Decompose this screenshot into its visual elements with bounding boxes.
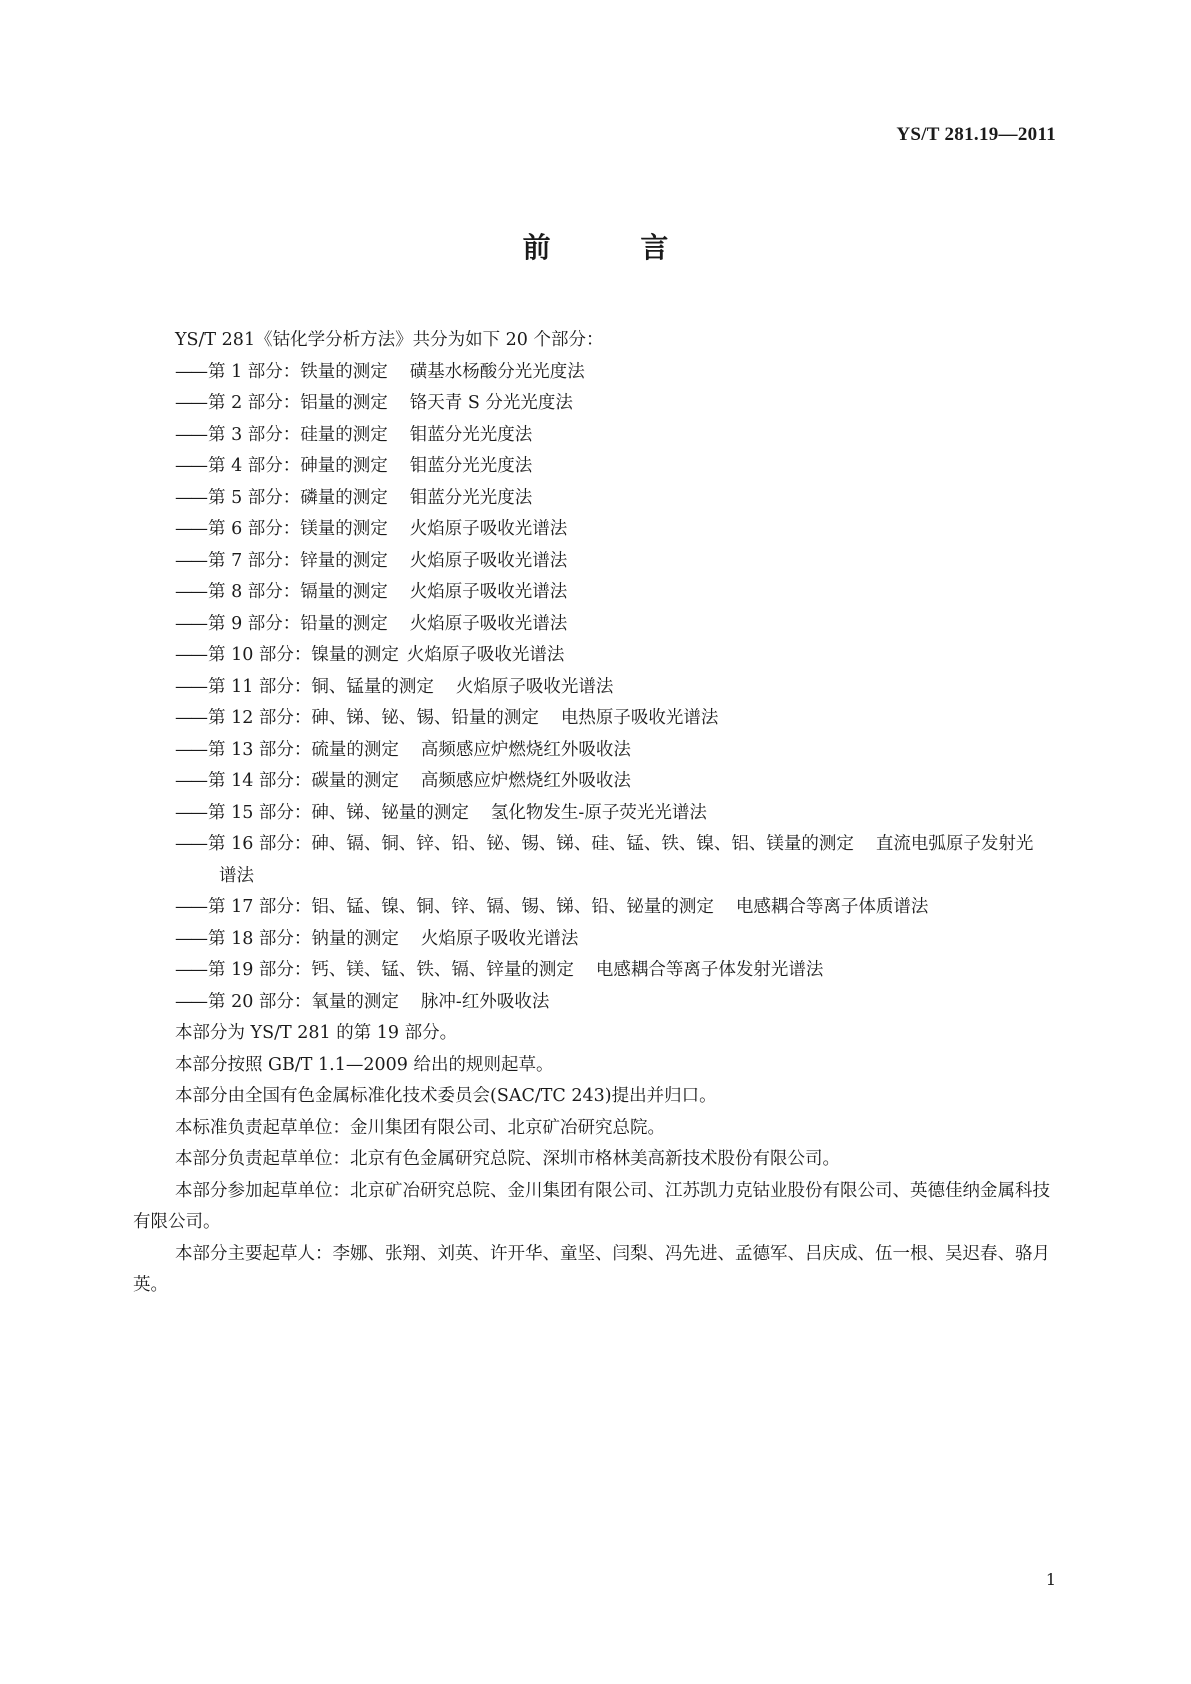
part-method: 电感耦合等离子体质谱法	[735, 897, 929, 917]
paragraphs	[133, 1018, 1061, 1302]
dash-mark: ——	[175, 708, 206, 728]
dash-mark: ——	[175, 802, 206, 823]
part-label: 第 4 部分：砷量的测定	[208, 456, 388, 476]
part-label: 第 2 部分：铝量的测定	[208, 393, 388, 413]
dash-mark: ——	[175, 519, 206, 539]
part-item	[133, 924, 1061, 956]
part-item	[133, 420, 1061, 452]
part-method: 火焰原子吸收光谱法	[409, 519, 568, 539]
page-title: 前 言	[522, 231, 709, 264]
paragraph: 本部分由全国有色金属标准化技术委员会(SAC/TC 243)提出并归口。	[175, 1086, 717, 1106]
part-method: 火焰原子吸收光谱法	[409, 613, 568, 634]
part-item	[133, 451, 1061, 483]
part-method: 钼蓝分光光度法	[409, 456, 533, 476]
part-label: 第 14 部分：碳量的测定	[208, 771, 399, 791]
part-label: 第 3 部分：硅量的测定	[208, 424, 388, 445]
part-method: 钼蓝分光光度法	[409, 487, 533, 508]
part-method: 电感耦合等离子体发射光谱法	[595, 960, 824, 980]
part-method: 火焰原子吸收光谱法	[409, 582, 568, 602]
paragraph: 本部分负责起草单位：北京有色金属研究总院、深圳市格林美高新技术股份有限公司。	[175, 1149, 840, 1169]
part-label: 第 8 部分：镉量的测定	[208, 582, 388, 602]
part-label: 第 19 部分：钙、镁、锰、铁、镉、锌量的测定	[208, 960, 574, 980]
dash-mark: ——	[175, 676, 206, 697]
part-label: 第 1 部分：铁量的测定	[208, 361, 388, 382]
parts-list	[133, 357, 1061, 1019]
dash-mark: ——	[175, 361, 206, 382]
part-line	[133, 829, 1061, 861]
document-body	[133, 325, 1061, 1302]
dash-mark: ——	[175, 739, 206, 760]
part-method: 直流电弧原子发射光	[875, 834, 1034, 854]
paragraph: 本标准负责起草单位：金川集团有限公司、北京矿冶研究总院。	[175, 1117, 665, 1138]
part-label: 第 5 部分：磷量的测定	[208, 487, 388, 508]
dash-mark: ——	[175, 424, 206, 445]
dash-mark: ——	[175, 487, 206, 508]
dash-mark: ——	[175, 771, 206, 791]
part-label: 第 20 部分：氧量的测定	[208, 991, 399, 1012]
part-item	[133, 388, 1061, 420]
part-label: 第 9 部分：铅量的测定	[208, 613, 388, 634]
dash-mark: ——	[175, 613, 206, 634]
intro-line: YS/T 281《钴化学分析方法》共分为如下 20 个部分：	[175, 330, 604, 350]
dash-mark: ——	[175, 393, 206, 413]
part-method-continuation: 谱法	[219, 865, 254, 886]
part-item	[133, 483, 1061, 515]
dash-mark: ——	[175, 456, 206, 476]
part-method: 高频感应炉燃烧红外吸收法	[420, 739, 631, 760]
part-item	[133, 798, 1061, 830]
part-label: 第 18 部分：钠量的测定	[208, 928, 399, 949]
part-item	[133, 640, 1061, 672]
part-item	[133, 609, 1061, 641]
part-label: 第 15 部分：砷、锑、铋量的测定	[208, 802, 469, 823]
part-method: 铬天青 S 分光光度法	[409, 393, 573, 413]
part-method: 钼蓝分光光度法	[409, 424, 533, 445]
part-label: 第 16 部分：砷、镉、铜、锌、铅、铋、锡、锑、硅、锰、铁、镍、铝、镁量的测定	[208, 834, 854, 854]
part-method: 高频感应炉燃烧红外吸收法	[420, 771, 631, 791]
part-item	[133, 766, 1061, 798]
part-label: 第 12 部分：砷、锑、铋、锡、铅量的测定	[208, 708, 539, 728]
dash-mark: ——	[175, 928, 206, 949]
part-method: 氢化物发生-原子荧光光谱法	[490, 802, 707, 823]
part-method: 火焰原子吸收光谱法	[406, 645, 565, 665]
part-method: 火焰原子吸收光谱法	[455, 676, 614, 697]
paragraph: 本部分按照 GB/T 1.1—2009 给出的规则起草。	[175, 1054, 554, 1075]
document-code: YS/T 281.19—2011	[896, 124, 1056, 145]
part-item	[133, 546, 1061, 578]
part-label: 第 6 部分：镁量的测定	[208, 519, 388, 539]
part-method: 火焰原子吸收光谱法	[409, 550, 568, 571]
paragraph: 本部分参加起草单位：北京矿冶研究总院、金川集团有限公司、江苏凯力克钴业股份有限公司、英德佳纳金属科技有限公司。	[133, 1180, 1050, 1232]
part-item	[133, 955, 1061, 987]
part-item	[133, 829, 1061, 892]
part-item	[133, 577, 1061, 609]
dash-mark: ——	[175, 960, 206, 980]
dash-mark: ——	[175, 834, 206, 854]
part-label: 第 10 部分：镍量的测定	[208, 645, 399, 665]
dash-mark: ——	[175, 582, 206, 602]
part-item	[133, 672, 1061, 704]
part-item	[133, 892, 1061, 924]
part-method: 电热原子吸收光谱法	[560, 708, 719, 728]
part-method: 脉冲-红外吸收法	[420, 991, 550, 1012]
dash-mark: ——	[175, 550, 206, 571]
dash-mark: ——	[175, 897, 206, 917]
part-item	[133, 735, 1061, 767]
part-item	[133, 514, 1061, 546]
part-item	[133, 703, 1061, 735]
part-label: 第 7 部分：锌量的测定	[208, 550, 388, 571]
part-label: 第 11 部分：铜、锰量的测定	[208, 676, 434, 697]
part-item	[133, 987, 1061, 1019]
paragraph: 本部分为 YS/T 281 的第 19 部分。	[175, 1023, 458, 1043]
dash-mark: ——	[175, 645, 206, 665]
dash-mark: ——	[175, 991, 206, 1012]
part-label: 第 17 部分：铝、锰、镍、铜、锌、镉、锡、锑、铅、铋量的测定	[208, 897, 714, 917]
part-method: 火焰原子吸收光谱法	[420, 928, 579, 949]
part-label: 第 13 部分：硫量的测定	[208, 739, 399, 760]
part-item	[133, 357, 1061, 389]
paragraph: 本部分主要起草人：李娜、张翔、刘英、许开华、童坚、闫梨、冯先进、孟德军、吕庆成、伍一根、吴迟春、骆月英。	[133, 1243, 1050, 1295]
part-method: 磺基水杨酸分光光度法	[409, 361, 585, 382]
page-number: 1	[1045, 1570, 1056, 1589]
